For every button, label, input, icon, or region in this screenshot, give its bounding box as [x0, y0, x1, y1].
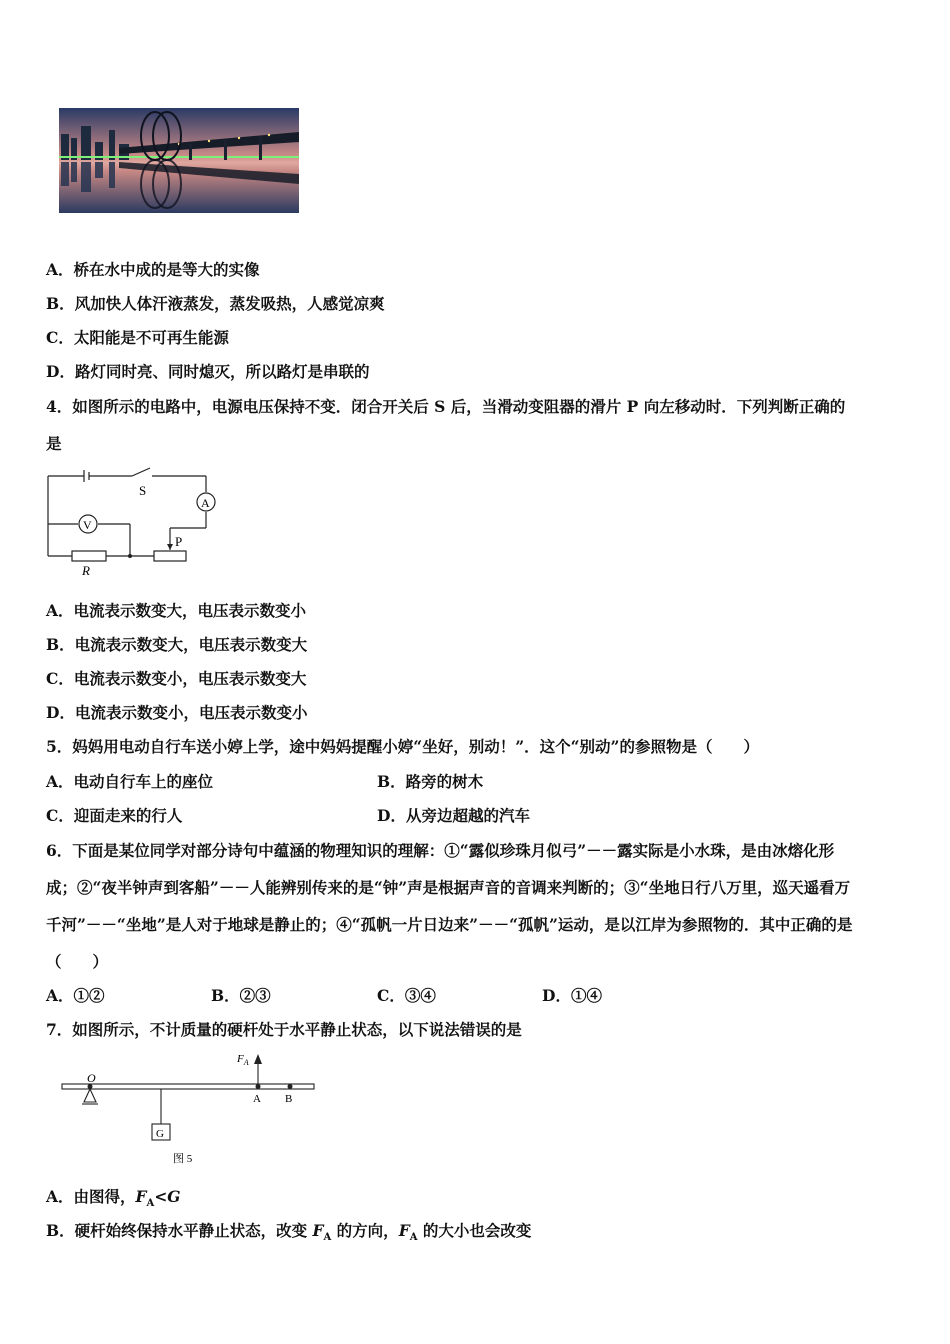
q7-option-b-part1: B．硬杆始终保持水平静止状态，改变 [46, 1221, 313, 1240]
resistor-label: R [82, 563, 90, 578]
voltmeter-label: V [83, 518, 92, 532]
force-symbol-inline: F [398, 1221, 410, 1240]
q7-option-a-rest: <G [154, 1187, 181, 1206]
q6-line4: （ ） [46, 952, 109, 971]
q7-option-a [46, 1187, 181, 1214]
force-subscript-inline: A [323, 1232, 332, 1244]
q4-option-d: D．电流表示数变小，电压表示数变小 [46, 703, 308, 722]
weight-label: G [156, 1128, 164, 1140]
q6-option-c: C．③④ [377, 986, 436, 1005]
force-subscript-inline: A [146, 1198, 155, 1210]
switch-label: S [139, 483, 147, 498]
q6-option-b: B．②③ [211, 986, 271, 1005]
q4-stem-line1: 4．如图所示的电路中，电源电压保持不变．闭合开关后 S 后，当滑动变阻器的滑片 P 向左移动时．下列判断正确的 [46, 397, 846, 416]
force-symbol-inline: F [135, 1187, 147, 1206]
q3-option-b: B．风加快人体汗液蒸发，蒸发吸热，人感觉凉爽 [46, 294, 385, 313]
q7-stem: 7．如图所示，不计质量的硬杆处于水平静止状态，以下说法错误的是 [46, 1020, 522, 1039]
q4-option-b: B．电流表示数变大，电压表示数变大 [46, 635, 308, 654]
q6-option-a: A．①② [46, 986, 105, 1005]
q5-option-b: B．路旁的树木 [377, 772, 484, 791]
q4-option-c: C．电流表示数变小，电压表示数变大 [46, 669, 307, 688]
q6-option-d: D．①④ [542, 986, 602, 1005]
q5-option-c: C．迎面走来的行人 [46, 806, 183, 825]
point-b-label: B [285, 1093, 293, 1105]
q7-option-b-part2: 的方向， [331, 1221, 399, 1240]
force-symbol: F [237, 1053, 244, 1065]
q5-stem: 5．妈妈用电动自行车送小婷上学，途中妈妈提醒小婷“坐好，别动！”．这个“别动”的参照物是（ ） [46, 737, 759, 756]
q4-option-a: A．电流表示数变大，电压表示数变小 [46, 601, 307, 620]
q7-option-b [46, 1221, 531, 1248]
force-symbol-inline: F [312, 1221, 324, 1240]
ammeter-label: A [201, 496, 210, 510]
force-subscript-inline: A [409, 1232, 418, 1244]
q6-line1: 6．下面是某位同学对部分诗句中蕴涵的物理知识的理解：①“露似珍珠月似弓”－－露实际是小水珠，是由冰熔化形 [46, 841, 835, 860]
point-a-label: A [253, 1093, 261, 1105]
bridge-night-photo [59, 108, 299, 213]
force-label [236, 1053, 249, 1067]
lever-diagram [56, 1044, 326, 1172]
figure-caption: 图 5 [173, 1153, 193, 1165]
circuit-diagram [44, 462, 224, 580]
q7-option-a-prefix: A．由图得， [46, 1187, 136, 1206]
q7-option-b-part3: 的大小也会改变 [417, 1221, 532, 1240]
q5-option-a: A．电动自行车上的座位 [46, 772, 214, 791]
q3-option-d: D．路灯同时亮、同时熄灭，所以路灯是串联的 [46, 362, 370, 381]
q5-option-d: D．从旁边超越的汽车 [377, 806, 530, 825]
force-subscript: A [243, 1058, 249, 1067]
slider-label: P [175, 534, 183, 549]
q6-line3: 千河”－－“坐地”是人对于地球是静止的；④“孤帆一片日边来”－－“孤帆”运动，是以江岸为参照物的．其中正确的是 [46, 915, 853, 934]
q3-option-c: C．太阳能是不可再生能源 [46, 328, 229, 347]
pivot-label: O [87, 1071, 96, 1085]
q6-line2: 成；②“夜半钟声到客船”－－人能辨别传来的是“钟”声是根据声音的音调来判断的；③“坐地日行八万里，巡天遥看万 [46, 878, 851, 897]
q4-stem-line2: 是 [46, 434, 62, 453]
q3-option-a: A．桥在水中成的是等大的实像 [46, 260, 260, 279]
